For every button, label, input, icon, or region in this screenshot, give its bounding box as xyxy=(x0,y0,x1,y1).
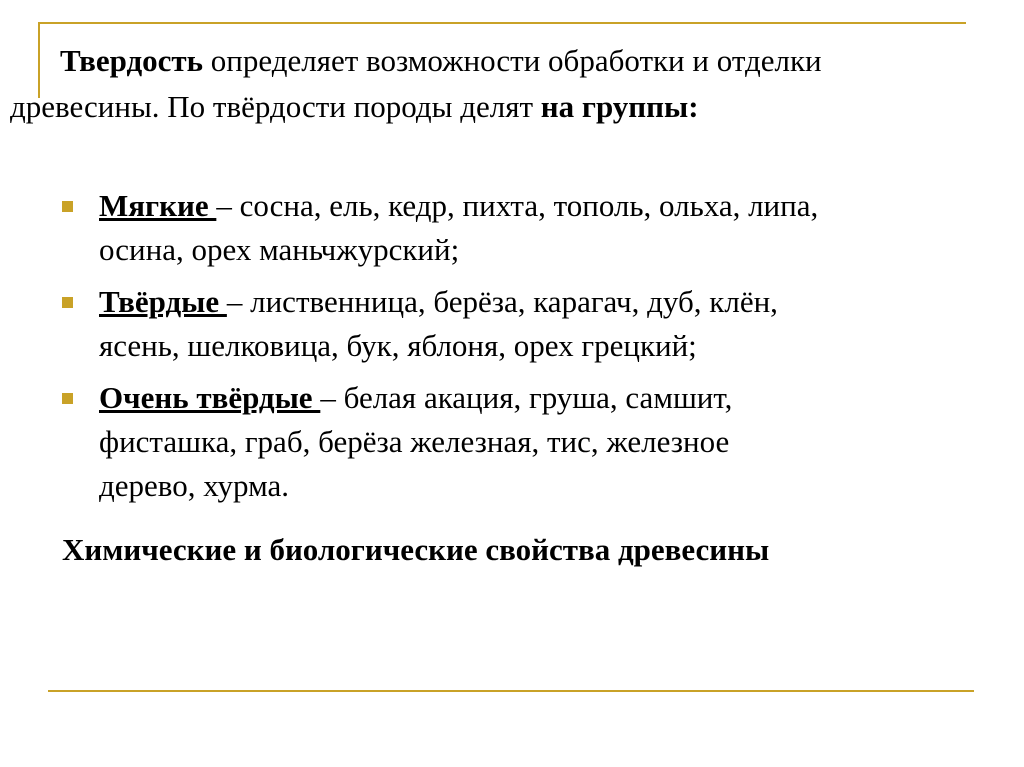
list-item-hard xyxy=(62,280,982,368)
top-rule-line xyxy=(38,22,966,24)
group-term: Очень твёрдые xyxy=(99,380,321,415)
group-description-line1: – лиственница, берёза, карагач, дуб, клён, xyxy=(226,284,778,319)
section-heading: Химические и биологические свойства древесины xyxy=(62,532,770,567)
group-description-line2: фисташка, граб, берёза железная, тис, железное xyxy=(99,424,730,459)
square-bullet-icon xyxy=(62,297,73,308)
group-description-line1: – сосна, ель, кедр, пихта, тополь, ольха, липа, xyxy=(216,188,819,223)
square-bullet-icon xyxy=(62,393,73,404)
group-description-line2: осина, орех маньчжурский; xyxy=(99,232,460,267)
group-description-line2: ясень, шелковица, бук, яблоня, орех грецкий; xyxy=(99,328,697,363)
hardness-groups-list xyxy=(62,184,982,516)
bottom-rule-line xyxy=(48,690,974,692)
group-description-line3: дерево, хурма. xyxy=(99,468,289,503)
group-description-line1: – белая акация, груша, самшит, xyxy=(320,380,733,415)
intro-bold-term: Твердость xyxy=(60,43,204,78)
list-item-soft xyxy=(62,184,982,272)
group-term: Твёрдые xyxy=(99,284,227,319)
square-bullet-icon xyxy=(62,201,73,212)
intro-line1-text: определяет возможности обработки и отделки xyxy=(203,43,822,78)
list-item-very-hard xyxy=(62,376,982,508)
group-term: Мягкие xyxy=(99,188,217,223)
intro-line2-text: древесины. По твёрдости породы делят xyxy=(10,89,541,124)
intro-line2-bold: на группы: xyxy=(540,89,699,124)
intro-paragraph xyxy=(10,38,1010,130)
